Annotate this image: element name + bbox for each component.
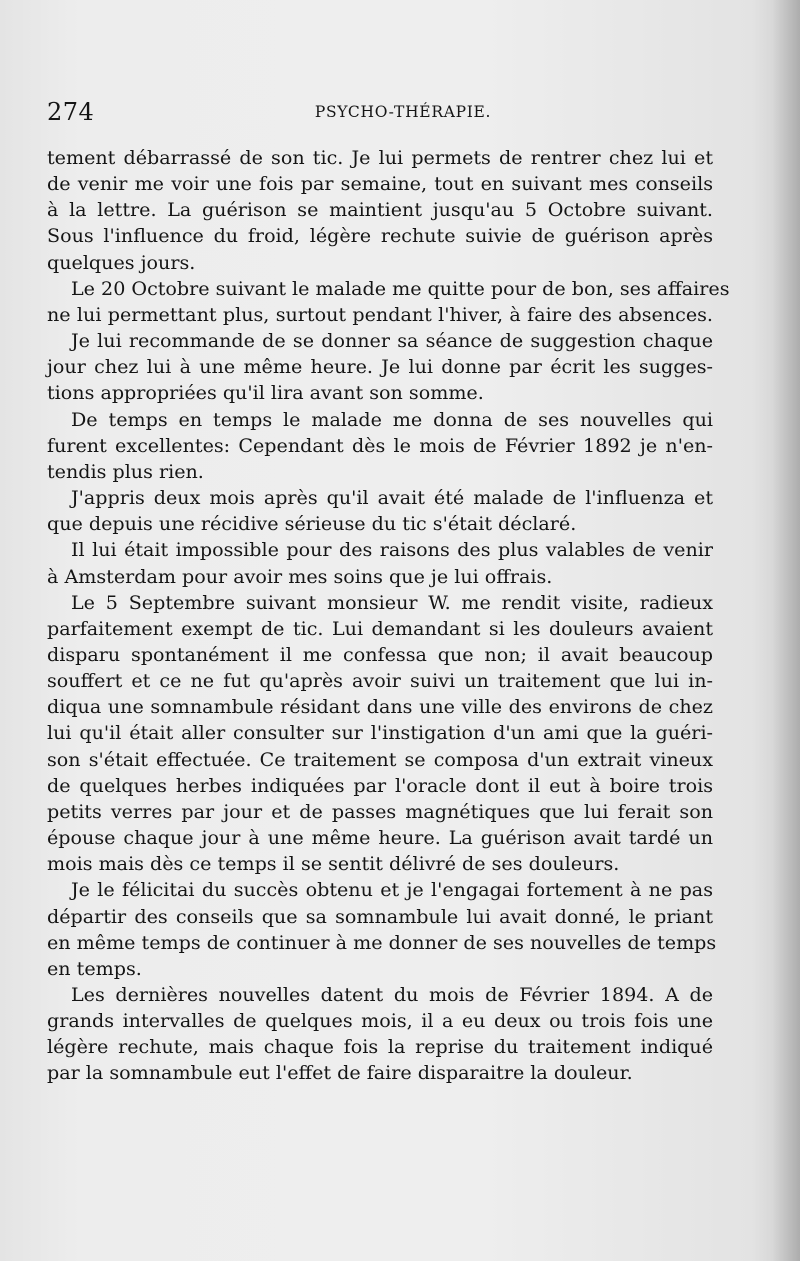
page-header [47,96,759,128]
text-line: Je le félicitai du succès obtenu et je l'engagai fortement à ne pas [71,878,713,902]
text-line: départir des conseils que sa somnambule lui avait donné, le priant [47,904,713,928]
body-text [47,145,730,1087]
text-line: Le 5 Septembre suivant monsieur W. me rendit visite, radieux [71,590,713,614]
text-line: par la somnambule eut l'effet de faire disparaitre la douleur. [47,1061,633,1085]
text-line: lui qu'il était aller consulter sur l'instigation d'un ami que la guéri- [47,721,713,745]
text-line: son s'était effectuée. Ce traitement se composa d'un extrait vineux [47,747,713,771]
text-line: à la lettre. La guérison se maintient jusqu'au 5 Octobre suivant. [47,198,713,222]
text-line: petits verres par jour et de passes magnétiques que lui ferait son [47,799,713,823]
text-line: diqua une somnambule résidant dans une ville des environs de chez [47,695,713,719]
text-line: Le 20 Octobre suivant le malade me quitte pour de bon, ses affaires [71,276,730,300]
text-line: épouse chaque jour à une même heure. La guérison avait tardé un [47,826,713,850]
text-line: en même temps de continuer à me donner de ses nouvelles de temps [47,930,717,954]
text-line: mois mais dès ce temps il se sentit délivré de ses douleurs. [47,852,620,876]
text-line: souffert et ce ne fut qu'après avoir suivi un traitement que lui in- [47,669,713,693]
text-line: parfaitement exempt de tic. Lui demandant si les douleurs avaient [47,616,713,640]
text-line: de quelques herbes indiquées par l'oracle dont il eut à boire trois [47,773,713,797]
text-line: furent excellentes: Cependant dès le mois de Février 1892 je n'en- [47,433,713,457]
text-line: jour chez lui à une même heure. Je lui donne par écrit les sugges- [47,355,713,379]
text-line: tendis plus rien. [47,459,204,483]
text-line: disparu spontanément il me confessa que non; il avait beaucoup [47,642,713,666]
text-line: quelques jours. [47,250,196,274]
text-line: J'appris deux mois après qu'il avait été malade de l'influenza et [71,486,713,510]
text-line: légère rechute, mais chaque fois la reprise du traitement indiqué [47,1035,713,1059]
text-line: De temps en temps le malade me donna de ses nouvelles qui [71,407,713,431]
text-line: de venir me voir une fois par semaine, tout en suivant mes conseils [47,172,713,196]
text-line: tions appropriées qu'il lira avant son somme. [47,381,484,405]
text-line: à Amsterdam pour avoir mes soins que je lui offrais. [47,564,553,588]
running-title: PSYCHO-THÉRAPIE. [314,103,492,121]
page-number: 274 [47,98,95,126]
text-line: Les dernières nouvelles datent du mois de Février 1894. A de [71,983,713,1006]
text-line: grands intervalles de quelques mois, il a eu deux ou trois fois une [47,1009,713,1033]
text-line: en temps. [47,956,142,980]
text-line: que depuis une récidive sérieuse du tic s'était déclaré. [47,512,577,536]
text-line: Sous l'influence du froid, légère rechute suivie de guérison après [47,224,713,248]
text-line: ne lui permettant plus, surtout pendant l'hiver, à faire des absences. [47,302,713,326]
text-line: Il lui était impossible pour des raisons des plus valables de venir [71,538,713,562]
text-line: tement débarrassé de son tic. Je lui permets de rentrer chez lui et [47,146,713,169]
text-line: Je lui recommande de se donner sa séance de suggestion chaque [71,329,713,353]
